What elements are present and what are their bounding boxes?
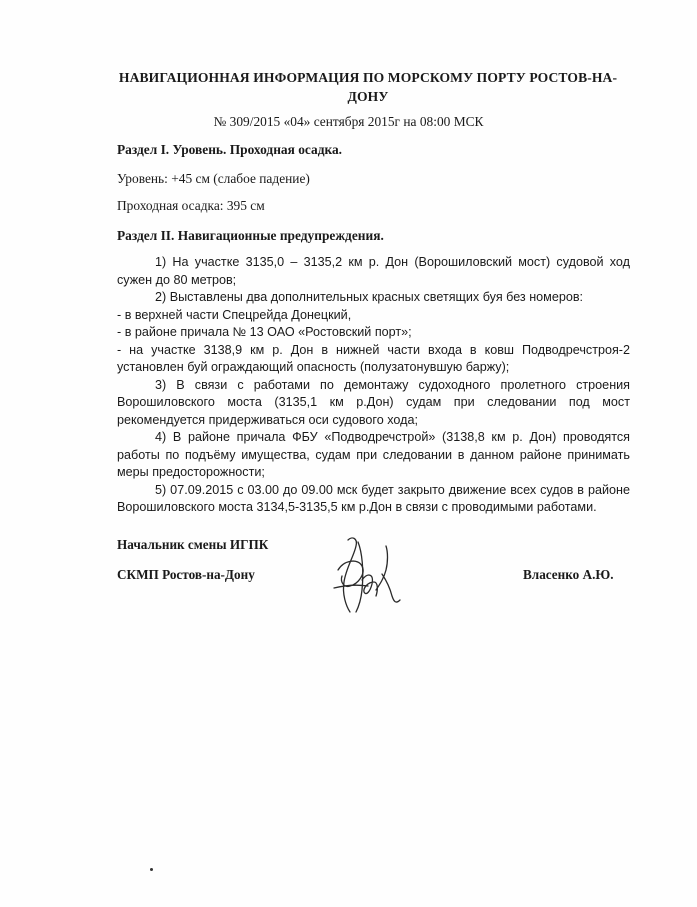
title-line-1: НАВИГАЦИОННАЯ ИНФОРМАЦИЯ ПО МОРСКОМУ ПОРТУ РОСТОВ-НА- bbox=[118, 70, 618, 85]
warnings-list bbox=[117, 254, 630, 517]
passing-draft: Проходная осадка: 395 см bbox=[117, 198, 265, 213]
document-title bbox=[118, 68, 618, 106]
warning-item-4: 4) В районе причала ФБУ «Подводречстрой» (3138,8 км р. Дон) проводятся работы по подъёму имущества, судам при следовании в данном районе принимать меры предосторожности; bbox=[117, 430, 630, 479]
warning-item-2-a: - в верхней части Спецрейда Донецкий, bbox=[117, 307, 352, 322]
section-2-heading: Раздел II. Навигационные предупреждения. bbox=[117, 228, 384, 243]
warning-item-2-b: - в районе причала № 13 ОАО «Ростовский порт»; bbox=[117, 325, 412, 339]
warning-item-1: 1) На участке 3135,0 – 3135,2 км р. Дон (Ворошиловский мост) судовой ход сужен до 80 метров; bbox=[117, 255, 630, 287]
warning-item-3: 3) В связи с работами по демонтажу судоходного пролетного строения Ворошиловского моста (3135,1 км р.Дон) судам при следовании под мост рекомендуется придерживаться оси судового хода; bbox=[117, 377, 630, 427]
signatory-position-line-1: Начальник смены ИГПК bbox=[117, 537, 269, 552]
signatory-position-line-2: СКМП Ростов-на-Дону bbox=[117, 567, 255, 582]
warning-item-2-c: - на участке 3138,9 км р. Дон в нижней части входа в ковш Подводречстроя-2 установлен буй ограждающий опасность (полузатонувшую баржу); bbox=[117, 342, 630, 374]
water-level: Уровень: +45 см (слабое падение) bbox=[117, 171, 310, 186]
handwritten-signature bbox=[328, 530, 408, 616]
title-line-2: ДОНУ bbox=[347, 89, 389, 104]
scan-speck bbox=[150, 868, 153, 871]
warning-item-2-intro: 2) Выставлены два дополнительных красных светящих буя без номеров: bbox=[155, 290, 584, 304]
document-number: № 309/2015 «04» сентября 2015г на 08:00 МСК bbox=[213, 114, 484, 129]
warning-item-5: 5) 07.09.2015 с 03.00 до 09.00 мск будет закрыто движение всех судов в районе Ворошиловского моста 3134,5-3135,5 км р.Дон в связи с проводимыми работами. bbox=[117, 482, 630, 514]
section-1-heading: Раздел I. Уровень. Проходная осадка. bbox=[117, 142, 343, 157]
signatory-name: Власенко А.Ю. bbox=[523, 567, 614, 582]
